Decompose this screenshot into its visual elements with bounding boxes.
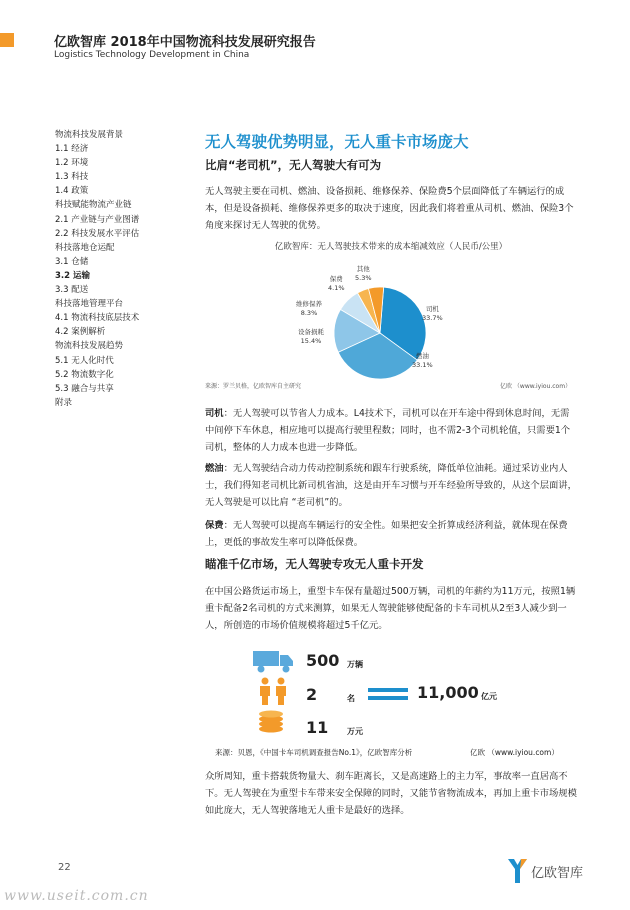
pie-label-fuel bbox=[412, 352, 433, 370]
market-total-value: 11,000 bbox=[417, 683, 479, 702]
pie-label-insurance bbox=[328, 275, 345, 293]
intro-paragraph: 无人驾驶主要在司机、燃油、设备损耗、维修保养、保险费5个层面降低了车辆运行的成本，但是设备损耗、维修保养更多的取决于速度，因此我们将着重从司机、燃油、保险3个角度来探讨无人驾驶的优势。 bbox=[205, 186, 574, 231]
toc-item[interactable]: 4.1 物流科技底层技术 bbox=[55, 313, 140, 324]
pie-label-value: 33.7% bbox=[422, 314, 443, 322]
trucks-value: 500 bbox=[306, 651, 340, 670]
driver-paragraph bbox=[205, 405, 577, 456]
drivers-icon bbox=[257, 677, 289, 705]
pie-label-value: 15.4% bbox=[300, 337, 322, 345]
table-of-contents bbox=[55, 128, 195, 410]
insurance-keyword: 保费 bbox=[205, 520, 224, 531]
toc-item[interactable]: 1.4 政策 bbox=[55, 186, 89, 197]
logo-text: 亿欧智库 bbox=[531, 866, 584, 881]
equals-icon bbox=[368, 687, 408, 701]
drivers-unit: 名 bbox=[347, 694, 355, 703]
toc-item[interactable]: 5.3 融合与共享 bbox=[55, 383, 114, 394]
toc-item[interactable]: 3.3 配送 bbox=[55, 285, 89, 296]
toc-item[interactable]: 科技落地管理平台 bbox=[55, 299, 124, 310]
toc-item[interactable]: 2.1 产业链与产业图谱 bbox=[55, 214, 140, 225]
insurance-paragraph bbox=[205, 517, 577, 551]
stats-source: 来源：贝恩，《中国卡车司机调查报告No.1》，亿欧智库分析 bbox=[215, 748, 413, 757]
toc-item[interactable]: 1.1 经济 bbox=[55, 144, 89, 155]
drivers-value: 2 bbox=[306, 685, 318, 704]
subsection-title-1: 比肩“老司机”，无人驾驶大有可为 bbox=[205, 158, 382, 172]
pie-label-value: 8.3% bbox=[300, 309, 318, 317]
figure-source-site: 亿欧 （www.iyiou.com） bbox=[500, 383, 572, 390]
report-title: 亿欧智库 2018年中国物流科技发展研究报告 bbox=[54, 35, 316, 50]
toc-item[interactable]: 5.1 无人化时代 bbox=[55, 355, 114, 366]
toc-item[interactable]: 1.3 科技 bbox=[55, 172, 89, 183]
pie-label-value: 5.3% bbox=[355, 274, 372, 282]
pie-label-name: 保费 bbox=[329, 275, 343, 283]
header-accent-bar bbox=[0, 33, 14, 47]
figure-title: 亿欧智库：无人驾驶技术带来的成本缩减效应（人民币/公里） bbox=[274, 242, 508, 252]
pie-label-name: 燃油 bbox=[415, 352, 429, 360]
toc-item[interactable]: 附录 bbox=[55, 397, 73, 408]
pie-label-driver bbox=[422, 305, 443, 323]
toc-item[interactable]: 科技落地仓运配 bbox=[55, 242, 115, 253]
driver-keyword: 司机 bbox=[205, 408, 224, 419]
trucks-unit: 万辆 bbox=[347, 660, 363, 669]
coins-icon bbox=[257, 709, 285, 733]
salary-unit: 万元 bbox=[347, 727, 363, 736]
pie-label-name: 司机 bbox=[425, 305, 439, 313]
market-stats-infographic bbox=[205, 645, 577, 740]
toc-item[interactable]: 1.2 环境 bbox=[55, 158, 89, 169]
figure-source: 来源：罗兰贝格，亿欧智库自主研究 bbox=[205, 383, 302, 390]
pie-label-value: 4.1% bbox=[328, 284, 345, 292]
pie-label-other bbox=[355, 265, 372, 283]
pie-label-name: 维修保养 bbox=[296, 300, 322, 308]
pie-label-maintenance bbox=[296, 300, 322, 318]
toc-item[interactable]: 物流科技发展背景 bbox=[55, 130, 124, 140]
pie-label-name: 其他 bbox=[356, 265, 370, 273]
pie-label-equipment bbox=[298, 328, 324, 346]
insurance-text: ：无人驾驶可以提高车辆运行的安全性。如果把安全折算成经济利益，就体现在保费上，更低的事故发生率可以降低保费。 bbox=[205, 520, 568, 548]
fuel-text: ：无人驾驶结合动力传动控制系统和跟车行驶系统，降低单位油耗。通过采访业内人士，我们得知老司机比新司机省油，这是由开车习惯与开车经验所导致的，从这个层面讲，无人驾驶是可以比肩 “老司机”的。 bbox=[205, 463, 577, 508]
fuel-keyword: 燃油 bbox=[205, 463, 224, 474]
fuel-paragraph bbox=[205, 460, 577, 511]
toc-item[interactable]: 物流科技发展趋势 bbox=[55, 341, 124, 352]
toc-item-active[interactable]: 3.2 运输 bbox=[55, 270, 91, 281]
toc-item[interactable]: 科技赋能物流产业链 bbox=[55, 200, 132, 211]
market-total-unit: 亿元 bbox=[481, 692, 497, 701]
subsection-title-2: 瞄准千亿市场，无人驾驶专攻无人重卡开发 bbox=[205, 557, 424, 571]
pie-label-name: 设备损耗 bbox=[298, 328, 324, 336]
truck-icon bbox=[253, 649, 295, 673]
watermark: www.useit.com.cn bbox=[4, 888, 149, 904]
stats-source-site: 亿欧 （www.iyiou.com） bbox=[470, 748, 559, 757]
pie-label-value: 33.1% bbox=[412, 361, 433, 369]
toc-item[interactable]: 2.2 科技发展水平评估 bbox=[55, 228, 140, 239]
toc-item[interactable]: 4.2 案例解析 bbox=[55, 327, 106, 338]
closing-paragraph: 众所周知，重卡搭载货物量大、刹车距离长，又是高速路上的主力军，事故率一直居高不下。无人驾驶在为重型卡车带来安全保障的同时，又能节省物流成本，再加上重卡市场规模如此庞大，无人驾驶落地无人重卡是最好的选择。 bbox=[205, 771, 577, 816]
driver-text: ：无人驾驶可以节省人力成本。L4技术下，司机可以在开车途中得到休息时间，无需中间停下车休息，相应地可以提高行驶里程数；同时，也不需2-3个司机轮值，只需要1个司机，整体的人力成本也进一步降低。 bbox=[205, 408, 571, 453]
report-subtitle: Logistics Technology Development in China bbox=[54, 50, 250, 60]
salary-value: 11 bbox=[306, 718, 329, 737]
toc-item[interactable]: 3.1 仓储 bbox=[55, 256, 89, 267]
toc-item[interactable]: 5.2 物流数字化 bbox=[55, 369, 114, 380]
page-number: 22 bbox=[58, 862, 71, 873]
market-paragraph: 在中国公路货运市场上，重型卡车保有量超过500万辆，司机的年薪约为11万元，按照1辆重卡配备2名司机的方式来测算，如果无人驾驶能够使配备的卡车司机从2至3人减少到一人，所创造的市场价值规模将超过5千亿元。 bbox=[205, 586, 576, 631]
section-title: 无人驾驶优势明显，无人重卡市场庞大 bbox=[205, 133, 469, 151]
